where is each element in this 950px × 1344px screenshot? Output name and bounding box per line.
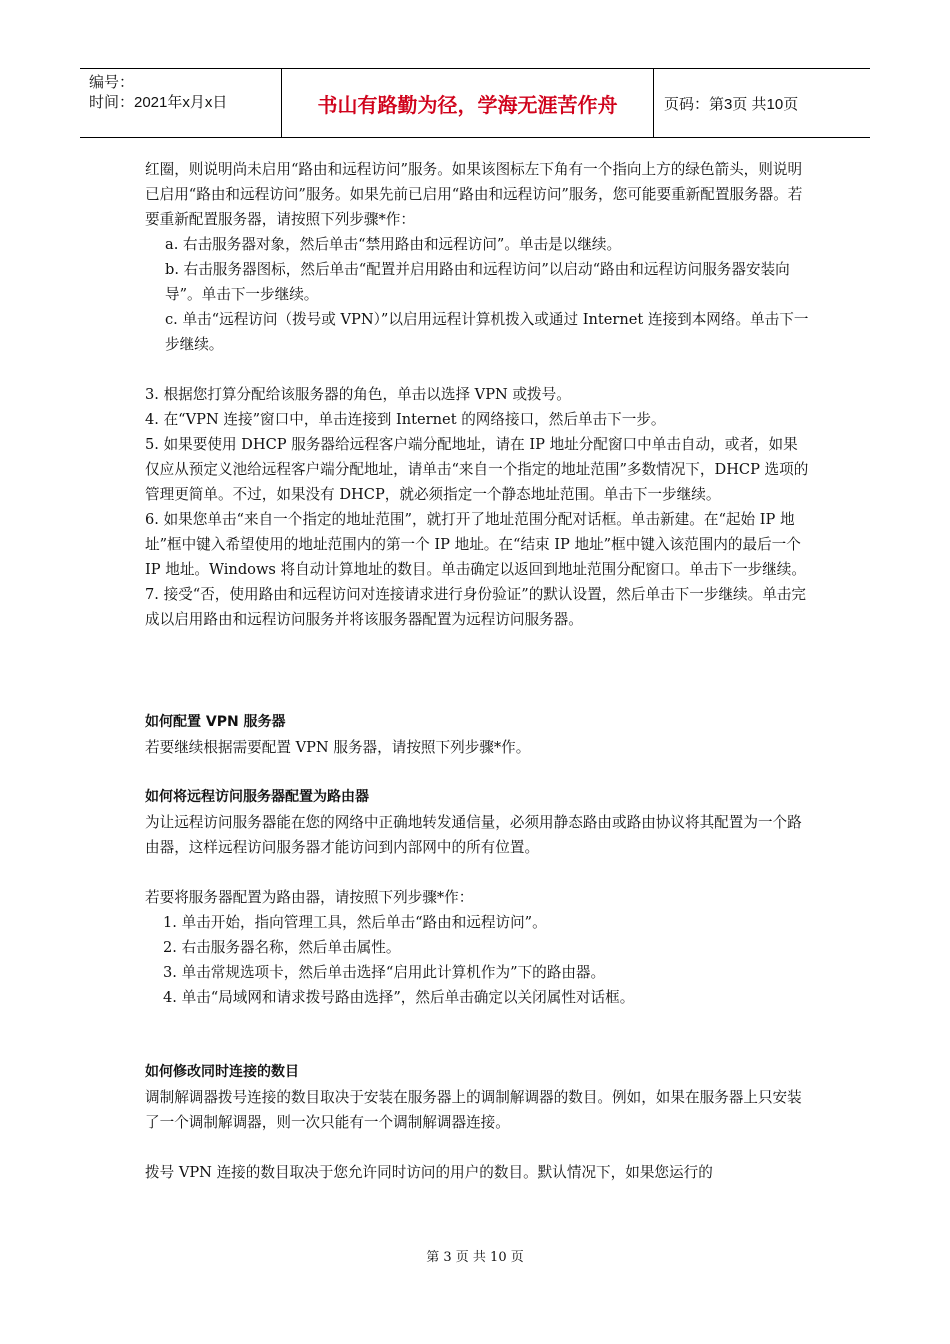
list-item: 3. 根据您打算分配给该服务器的角色，单击以选择 VPN 或拨号。 (145, 386, 571, 403)
list-item: c. 单击“远程访问（拨号或 VPN）”以启用远程计算机拨入或通过 Internet 连接到本网络。单击下一步继续。 (165, 311, 809, 353)
list-item: 7. 接受“否，使用路由和远程访问对连接请求进行身份验证”的默认设置，然后单击下一步继续。单击完成以启用路由和远程访问服务并将该服务器配置为远程访问服务器。 (145, 586, 807, 628)
paragraph: 红圈，则说明尚未启用“路由和远程访问”服务。如果该图标左下角有一个指向上方的绿色箭头，则说明已启用“路由和远程访问”服务。如果先前已启用“路由和远程访问”服务，您可能要重新配置服务器。若要重新配置服务器，请按照下列步骤*作： (145, 161, 803, 228)
paragraph: 调制解调器拨号连接的数目取决于安装在服务器上的调制解调器的数目。例如，如果在服务器上只安装了一个调制解调器，则一次只能有一个调制解调器连接。 (145, 1089, 802, 1131)
paragraph: 为让远程访问服务器能在您的网络中正确地转发通信量，必须用静态路由或路由协议将其配置为一个路由器，这样远程访问服务器才能访问到内部网中的所有位置。 (145, 814, 802, 856)
page-footer: 第 3 页 共 10 页 (426, 1250, 524, 1265)
header-meta (80, 69, 282, 137)
paragraph: 若要将服务器配置为路由器，请按照下列步骤*作： (145, 889, 474, 906)
list-item: 3. 单击常规选项卡，然后单击选择“启用此计算机作为”下的路由器。 (163, 964, 606, 981)
list-item: 2. 右击服务器名称，然后单击属性。 (163, 939, 401, 956)
paragraph: 拨号 VPN 连接的数目取决于您允许同时访问的用户的数目。默认情况下，如果您运行的 (145, 1164, 713, 1181)
list-item: 6. 如果您单击“来自一个指定的地址范围”，就打开了地址范围分配对话框。单击新建。在“起始 IP 地址”框中键入希望使用的地址范围内的第一个 IP 地址。在“结束 IP 地址”框中键入该范围内的最后一个 IP 地址。Windows 将自动计算地址的数目。单击确定以返回到地址范围分配窗口。单击下一步继续。 (145, 511, 806, 578)
list-item: a. 右击服务器对象，然后单击“禁用路由和远程访问”。单击是以继续。 (165, 236, 622, 253)
document-number: 编号： (89, 74, 135, 91)
paragraph: 若要继续根据需要配置 VPN 服务器，请按照下列步骤*作。 (145, 739, 531, 756)
list-item: 4. 在“VPN 连接”窗口中，单击连接到 Internet 的网络接口，然后单击下一步。 (145, 411, 666, 428)
document-date: 时间：2021年x月x日 (89, 94, 228, 111)
header-motto: 书山有路勤为径，学海无涯苦作舟 (282, 69, 654, 137)
list-item: b. 右击服务器图标，然后单击“配置并启用路由和远程访问”以启动“路由和远程访问服务器安装向导”。单击下一步继续。 (165, 261, 790, 303)
section-heading: 如何修改同时连接的数目 (145, 1064, 299, 1080)
page-header (80, 68, 870, 138)
list-item: 4. 单击“局域网和请求拨号路由选择”，然后单击确定以关闭属性对话框。 (163, 989, 635, 1006)
section-heading: 如何配置 VPN 服务器 (145, 714, 286, 730)
header-page-info: 页码：第3页 共10页 (664, 95, 799, 113)
list-item: 5. 如果要使用 DHCP 服务器给远程客户端分配地址，请在 IP 地址分配窗口中单击自动，或者，如果仅应从预定义池给远程客户端分配地址，请单击“来自一个指定的地址范围”多数情况下，DHCP 选项的管理更简单。不过，如果没有 DHCP，就必须指定一个静态地址范围。单击下一步继续。 (145, 436, 809, 503)
document-body (145, 157, 810, 1185)
list-item: 1. 单击开始，指向管理工具，然后单击“路由和远程访问”。 (163, 914, 547, 931)
section-heading: 如何将远程访问服务器配置为路由器 (145, 789, 369, 805)
